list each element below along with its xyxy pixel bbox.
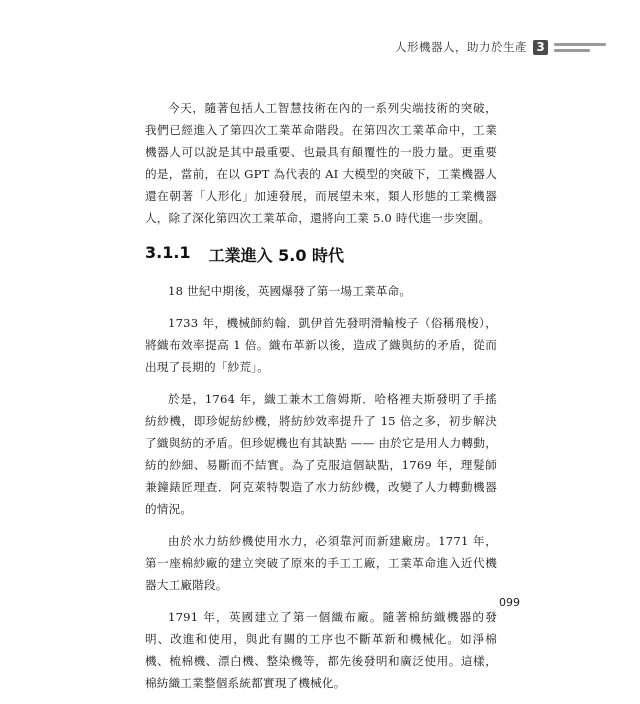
header-rule-line bbox=[554, 43, 606, 46]
section-title: 工業進入 5.0 時代 bbox=[208, 246, 345, 265]
intro-paragraph: 今天，隨著包括人工智慧技術在內的一系列尖端技術的突破，我們已經進入了第四次工業革命階段。在第四次工業革命中，工業機器人可以說是其中最重要、也最具有顛覆性的一股力量。更重要的是，當前，在以 GPT 為代表的 AI 大模型的突破下，工業機器人還在朝著「人形化」加速發展，而展望未來，類人形態的工業機器人，除了深化第四次工業革命，還將向工業 5.0 時代進一步突圍。 bbox=[145, 101, 497, 225]
body-paragraph: 由於水力紡紗機使用水力，必須靠河而新建廠房。1771 年，第一座棉紗廠的建立突破了原來的手工工廠，工業革命進入近代機器大工廠階段。 bbox=[145, 534, 497, 592]
header-decorative-rule bbox=[554, 43, 606, 52]
section-number: 3.1.1 bbox=[145, 243, 191, 262]
running-header-title: 人形機器人，助力於生產 bbox=[395, 40, 527, 54]
body-paragraph: 1733 年，機械師約翰．凱伊首先發明滑輪梭子（俗稱飛梭），將織布效率提高 1 倍。織布革新以後，造成了織與紡的矛盾，從而出現了長期的「紗荒」。 bbox=[145, 316, 497, 374]
running-header bbox=[395, 39, 606, 55]
header-rule-line-short bbox=[554, 49, 590, 52]
page-body bbox=[145, 97, 497, 704]
chapter-number-badge: 3 bbox=[533, 40, 548, 55]
body-paragraph: 1791 年，英國建立了第一個織布廠。隨著棉紡織機器的發明、改進和使用，與此有關的工序也不斷革新和機械化。如淨棉機、梳棉機、漂白機、整染機等，都先後發明和廣泛使用。這樣，棉紡織工業整個系統都實現了機械化。 bbox=[145, 610, 497, 690]
page-number: 099 bbox=[499, 596, 520, 609]
body-paragraph: 18 世紀中期後，英國爆發了第一場工業革命。 bbox=[168, 284, 412, 298]
body-paragraph: 於是，1764 年，織工兼木工詹姆斯．哈格裡夫斯發明了手搖紡紗機，即珍妮紡紗機，將紡紗效率提升了 15 倍之多，初步解決了織與紡的矛盾。但珍妮機也有其缺點 —— 由於它是用人力轉動，紡的紗細、易斷而不結實。為了克服這個缺點，1769 年，理髮師兼鐘錶匠理查．阿克萊特製造了水力紡紗機，改變了人力轉動機器的情況。 bbox=[145, 392, 497, 516]
section-heading bbox=[145, 243, 497, 266]
